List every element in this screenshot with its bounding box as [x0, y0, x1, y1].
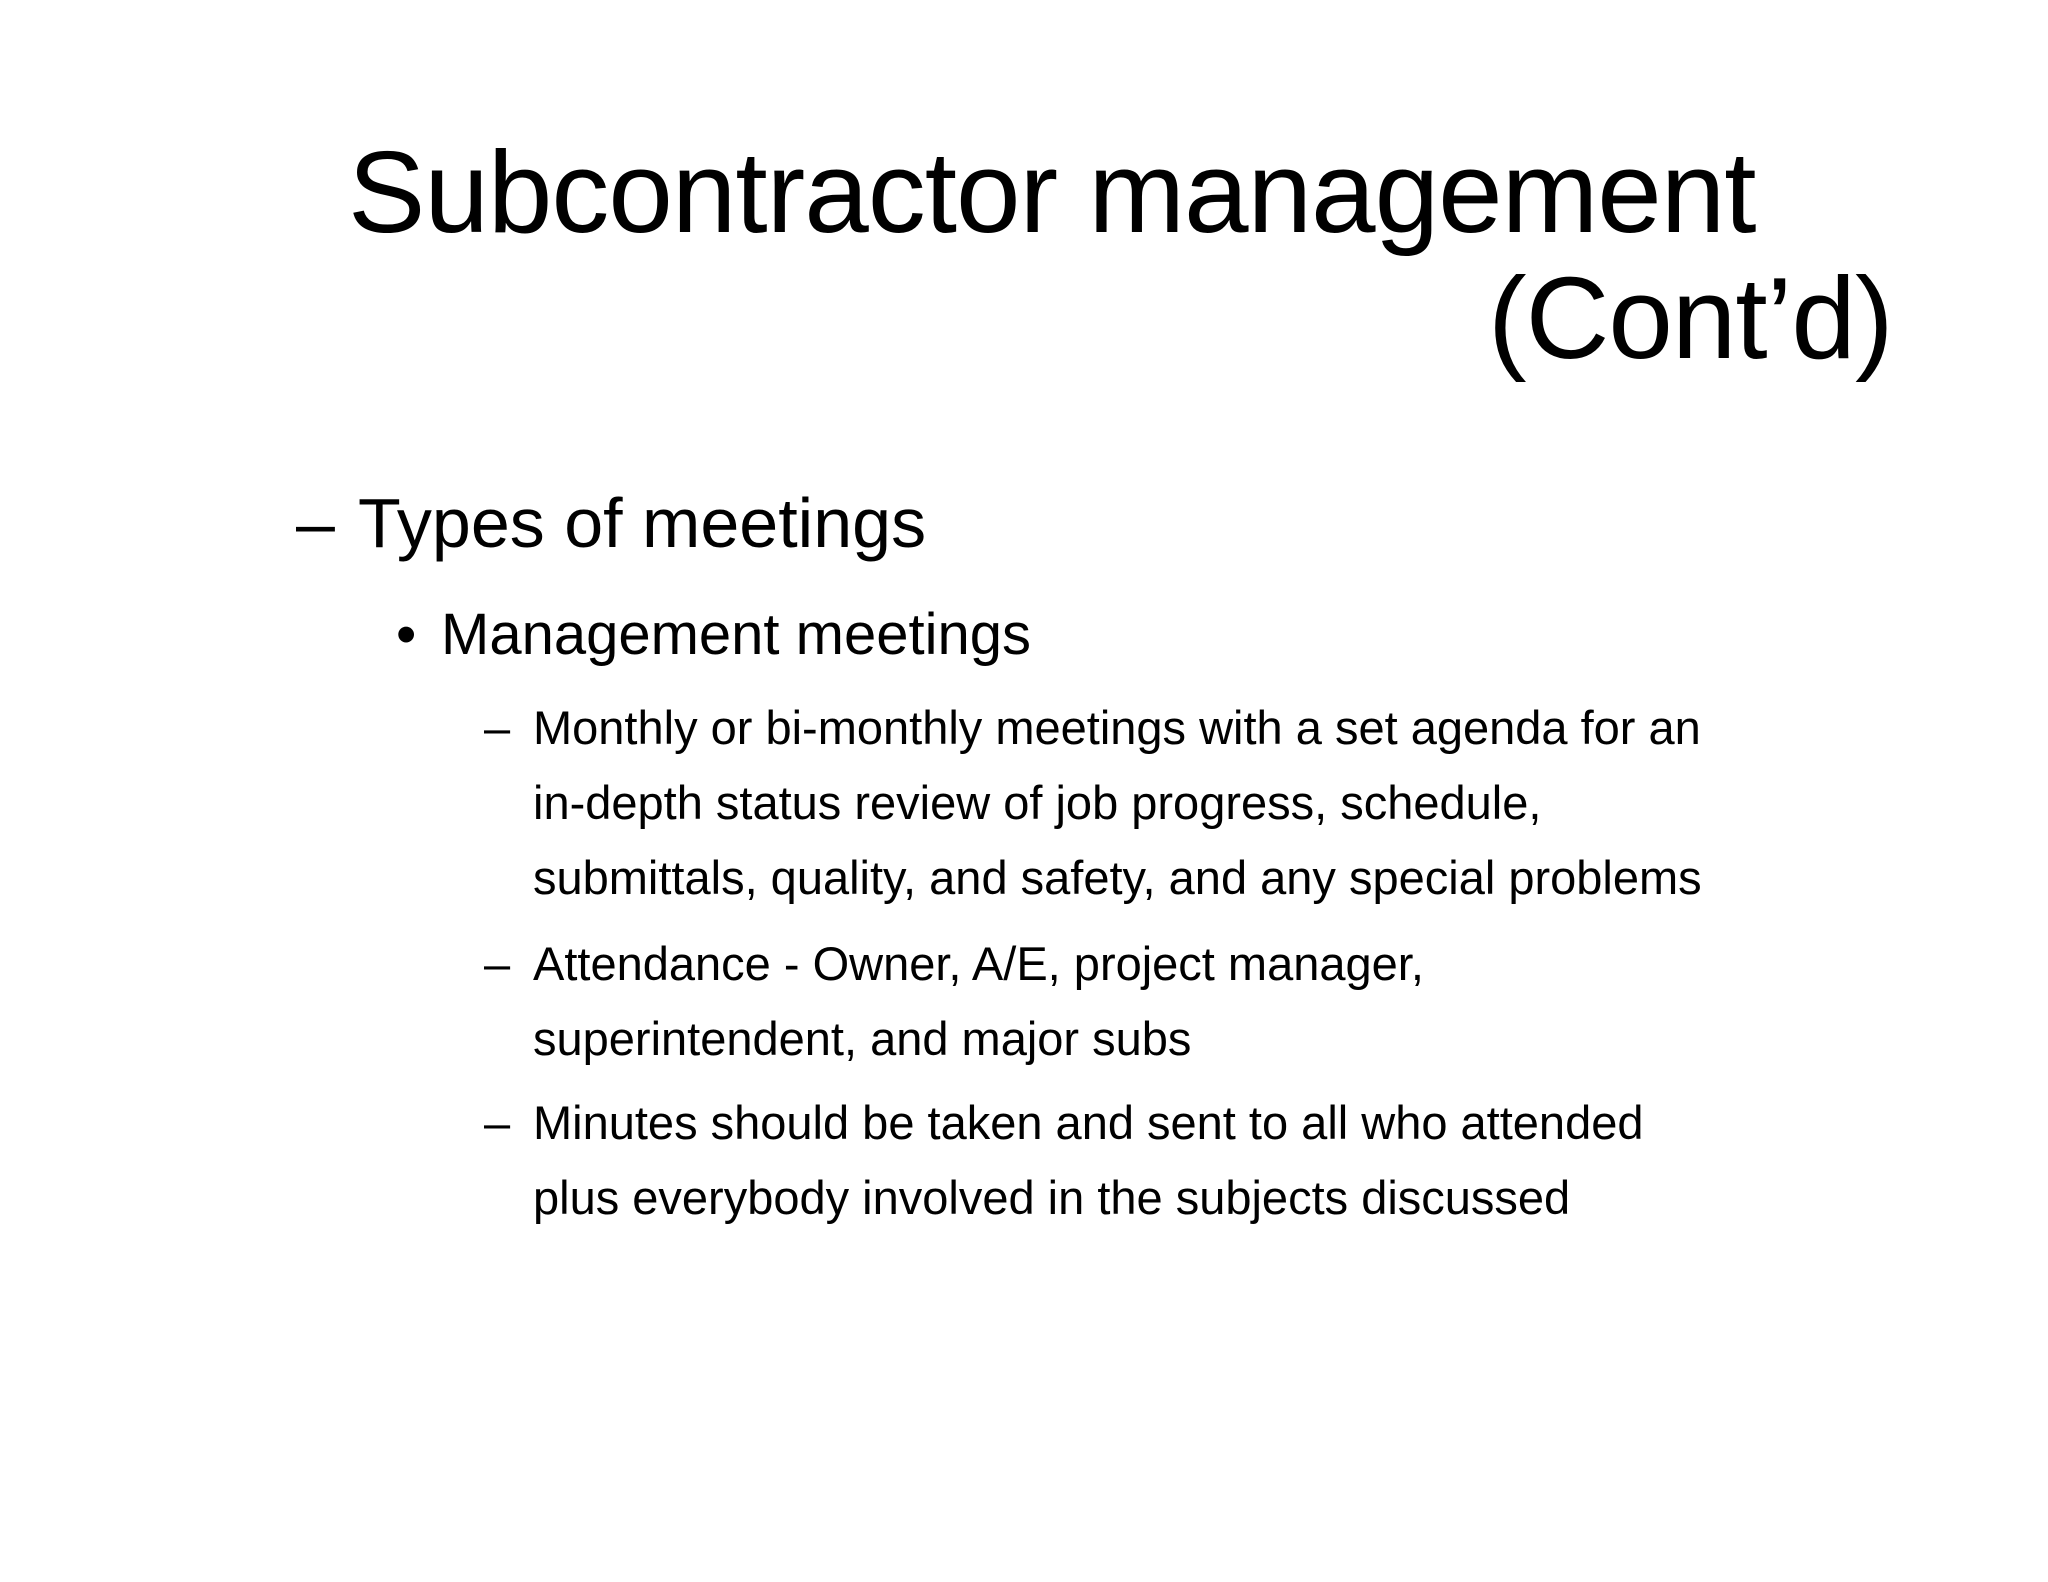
level3-bullet-text — [533, 926, 1424, 1076]
level2-bullet-text: Management meetings — [441, 602, 1031, 667]
dot-bullet-marker: • — [396, 602, 417, 667]
level3-bullet-text — [533, 1085, 1644, 1235]
dash-bullet-marker: – — [296, 484, 335, 562]
level3-bullet-text — [533, 690, 1702, 915]
slide-title-line-2: (Cont’d) — [1488, 253, 1893, 383]
text-line: submittals, quality, and safety, and any special problems — [533, 851, 1702, 904]
dash-bullet-marker: – — [484, 701, 511, 754]
text-line: Attendance - Owner, A/E, project manager, — [533, 937, 1424, 990]
text-line: Monthly or bi-monthly meetings with a set agenda for an — [533, 701, 1701, 754]
text-line: in-depth status review of job progress, schedule, — [533, 776, 1542, 829]
dash-bullet-marker: – — [484, 937, 511, 990]
text-line: superintendent, and major subs — [533, 1012, 1192, 1065]
text-line: plus everybody involved in the subjects discussed — [533, 1171, 1571, 1224]
text-line: Minutes should be taken and sent to all who attended — [533, 1096, 1644, 1149]
slide-title-line-1: Subcontractor management — [348, 127, 1756, 257]
level1-bullet-text: Types of meetings — [358, 484, 927, 562]
dash-bullet-marker: – — [484, 1096, 511, 1149]
